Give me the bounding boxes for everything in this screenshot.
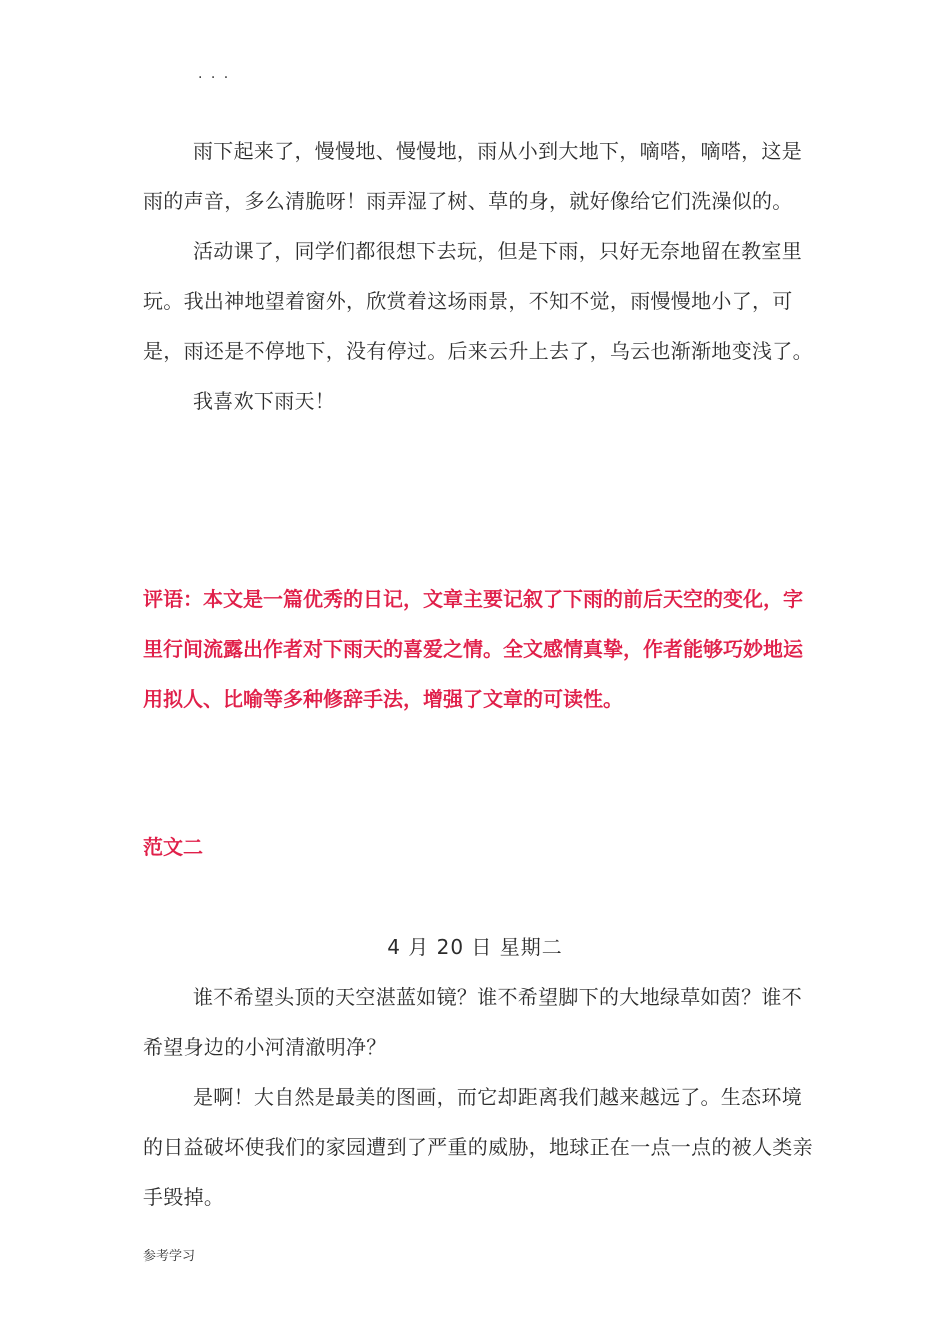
section1-body [143, 126, 813, 426]
header-dots: . . . [198, 66, 231, 82]
diary-date: 4 月 20 日 星期二 [387, 935, 563, 959]
comment-text: 评语：本文是一篇优秀的日记，文章主要记叙了下雨的前后天空的变化，字里行间流露出作者对下雨天的喜爱之情。全文感情真挚，作者能够巧妙地运用拟人、比喻等多种修辞手法，增强了文章的可读性。 [143, 587, 803, 711]
paragraph: 活动课了，同学们都很想下去玩，但是下雨，只好无奈地留在教室里玩。我出神地望着窗外，欣赏着这场雨景，不知不觉，雨慢慢地小了，可是，雨还是不停地下，没有停过。后来云升上去了，乌云也渐渐地变浅了。 [143, 239, 813, 363]
section2-body [143, 972, 813, 1222]
paragraph: 我喜欢下雨天！ [193, 389, 336, 413]
paragraph: 是啊！大自然是最美的图画，而它却距离我们越来越远了。生态环境的日益破坏使我们的家园遭到了严重的威胁，地球正在一点一点的被人类亲手毁掉。 [143, 1085, 813, 1209]
section2-heading: 范文二 [143, 835, 203, 859]
paragraph: 雨下起来了，慢慢地、慢慢地，雨从小到大地下，嘀嗒，嘀嗒，这是雨的声音，多么清脆呀！雨弄湿了树、草的身，就好像给它们洗澡似的。 [143, 139, 802, 213]
footer-text: 参考学习 [143, 1249, 196, 1264]
paragraph: 谁不希望头顶的天空湛蓝如镜？谁不希望脚下的大地绿草如茵？谁不希望身边的小河清澈明净？ [143, 985, 802, 1059]
